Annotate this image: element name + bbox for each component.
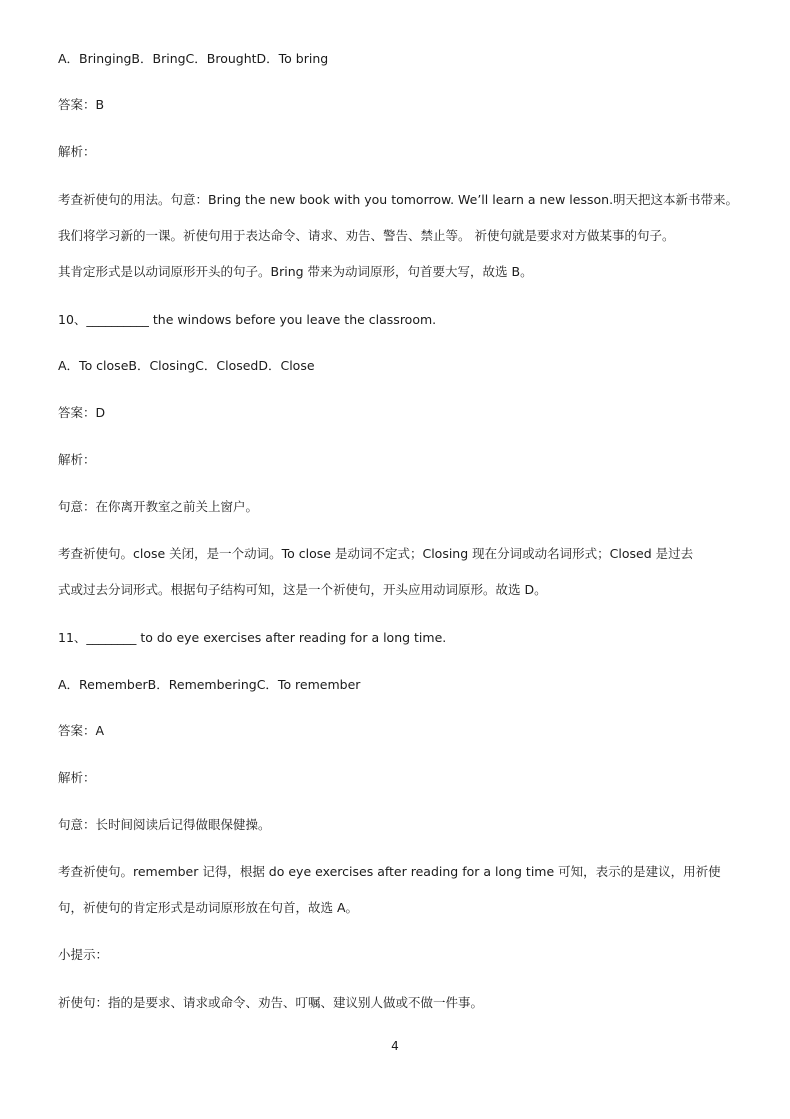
q10-question: 10、__________ the windows before you leave the classroom. — [58, 312, 437, 327]
q11-explanation-line-2: 句，祈使句的肯定形式是动词原形放在句首，故选 A。 — [58, 900, 359, 915]
q9-explanation-line-3: 其肯定形式是以动词原形开头的句子。Bring 带来为动词原形，句首要大写，故选 B。 — [58, 264, 533, 279]
q10-options: A．To closeB．ClosingC．ClosedD．Close — [58, 358, 315, 373]
q11-question: 11、________ to do eye exercises after reading for a long time. — [58, 630, 447, 645]
q10-explanation-line-2: 式或过去分词形式。根据句子结构可知，这是一个祈使句，开头应用动词原形。故选 D。 — [58, 582, 547, 597]
q11-options: A．RememberB．RememberingC．To remember — [58, 677, 361, 692]
q10-meaning: 句意：在你离开教室之前关上窗户。 — [58, 499, 259, 514]
q11-tip: 祈使句：指的是要求、请求或命令、劝告、叮嘱、建议别人做或不做一件事。 — [58, 995, 484, 1010]
q10-answer: 答案：D — [58, 405, 106, 420]
q10-explanation-line-1: 考查祈使句。close 关闭，是一个动词。To close 是动词不定式；Closing 现在分词或动名词形式；Closed 是过去 — [58, 546, 694, 561]
q9-options: A．BringingB．BringC．BroughtD．To bring — [58, 51, 329, 66]
q11-tip-label: 小提示： — [58, 947, 109, 962]
page-number: 4 — [391, 1039, 399, 1053]
q9-explanation-line-2: 我们将学习新的一课。祈使句用于表达命令、请求、劝告、警告、禁止等。 祈使句就是要求对方做某事的句子。 — [58, 228, 675, 243]
q9-answer: 答案：B — [58, 97, 105, 112]
q10-analysis-label: 解析： — [58, 452, 96, 467]
q11-answer: 答案：A — [58, 723, 105, 738]
q11-meaning: 句意：长时间阅读后记得做眼保健操。 — [58, 817, 271, 832]
q11-explanation-line-1: 考查祈使句。remember 记得，根据 do eye exercises after reading for a long time 可知，表示的是建议，用祈使 — [58, 864, 721, 879]
q9-analysis-label: 解析： — [58, 144, 96, 159]
q9-explanation-line-1: 考查祈使句的用法。句意：Bring the new book with you tomorrow. We’ll learn a new lesson.明天把这本新书带来。 — [58, 192, 739, 207]
q11-analysis-label: 解析： — [58, 770, 96, 785]
